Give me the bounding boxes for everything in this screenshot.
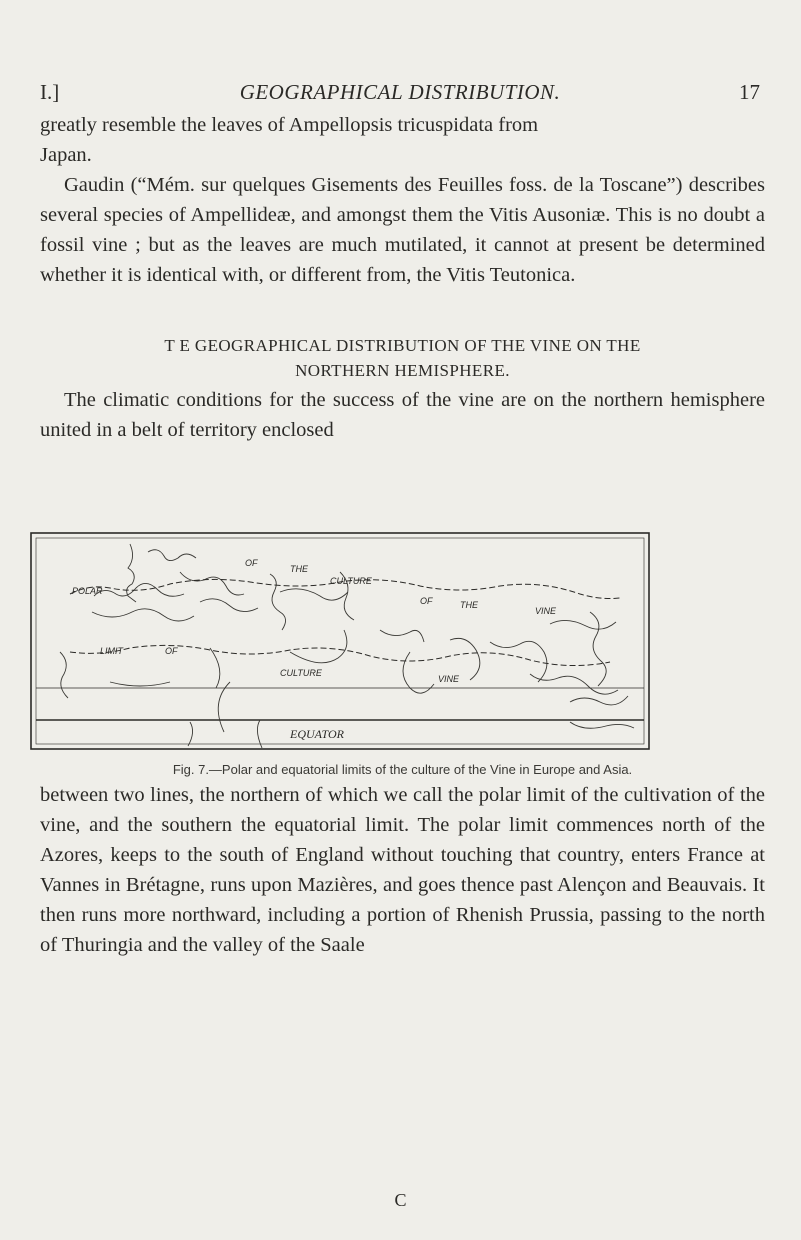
map-label-the: THE (460, 600, 478, 610)
map-label-culture: CULTURE (280, 668, 322, 678)
figure-caption: Fig. 7.—Polar and equatorial limits of the culture of the Vine in Europe and Asia. (172, 762, 633, 777)
map-label-of: OF (165, 646, 178, 656)
map-svg (30, 532, 650, 750)
signature-mark: C (394, 1190, 407, 1210)
paragraph-line: greatly resemble the leaves of Ampellopsis tricuspidata from (40, 114, 539, 136)
map-label-equator: EQUATOR (290, 727, 344, 741)
paragraph-gaudin: Gaudin (“Mém. sur quelques Gisements des Feuilles foss. de la Toscane”) describes several species of Ampellideæ, and amongst them the Vitis Ausoniæ. This is no doubt a fossil vine ; but as the leaves are much mutilated, it cannot at present be determined whether it is identical with, or different from, the Vitis Teutonica. (40, 174, 765, 286)
map-label-culture: CULTURE (330, 576, 372, 586)
page-number: 17 (739, 80, 760, 104)
section-heading-line: NORTHERN HEMISPHERE. (295, 361, 510, 380)
paragraph-climatic: The climatic conditions for the success of the vine are on the northern hemisphere united in a belt of territory enclosed (40, 389, 765, 441)
map-label-polar: POLAR (72, 586, 103, 596)
map-outer-frame (31, 533, 649, 749)
map-label-the: THE (290, 564, 308, 574)
map-inner-frame (36, 538, 644, 744)
equatorial-limit-line (70, 645, 610, 665)
paragraph-line: Japan. (40, 144, 92, 166)
running-title: GEOGRAPHICAL DISTRIBUTION. (239, 80, 561, 104)
map-label-vine: VINE (438, 674, 460, 684)
section-heading-line: T E GEOGRAPHICAL DISTRIBUTION OF THE VINE ON THE (164, 336, 641, 355)
running-head (40, 80, 760, 110)
paragraph-polar-limit: between two lines, the northern of which we call the polar limit of the cultivation of the vine, and the southern the equatorial limit. The polar limit commences north of the Azores, keeps to the south of England without touching that country, enters France at Vannes in Brétagne, runs upon Mazières, and goes thence past Alençon and Beauvais. It then runs more northward, including a portion of Rhenish Prussia, passing to the north of Thuringia and the valley of the Saale (40, 784, 765, 956)
map-label-vine: VINE (535, 606, 557, 616)
map-label-of: OF (245, 558, 258, 568)
map-label-of: OF (420, 596, 433, 606)
vine-limits-map (30, 532, 650, 750)
section-number: I.] (40, 80, 60, 104)
paragraph-continued (40, 110, 765, 170)
section-heading (40, 333, 765, 383)
map-label-limit: LIMIT (100, 646, 124, 656)
